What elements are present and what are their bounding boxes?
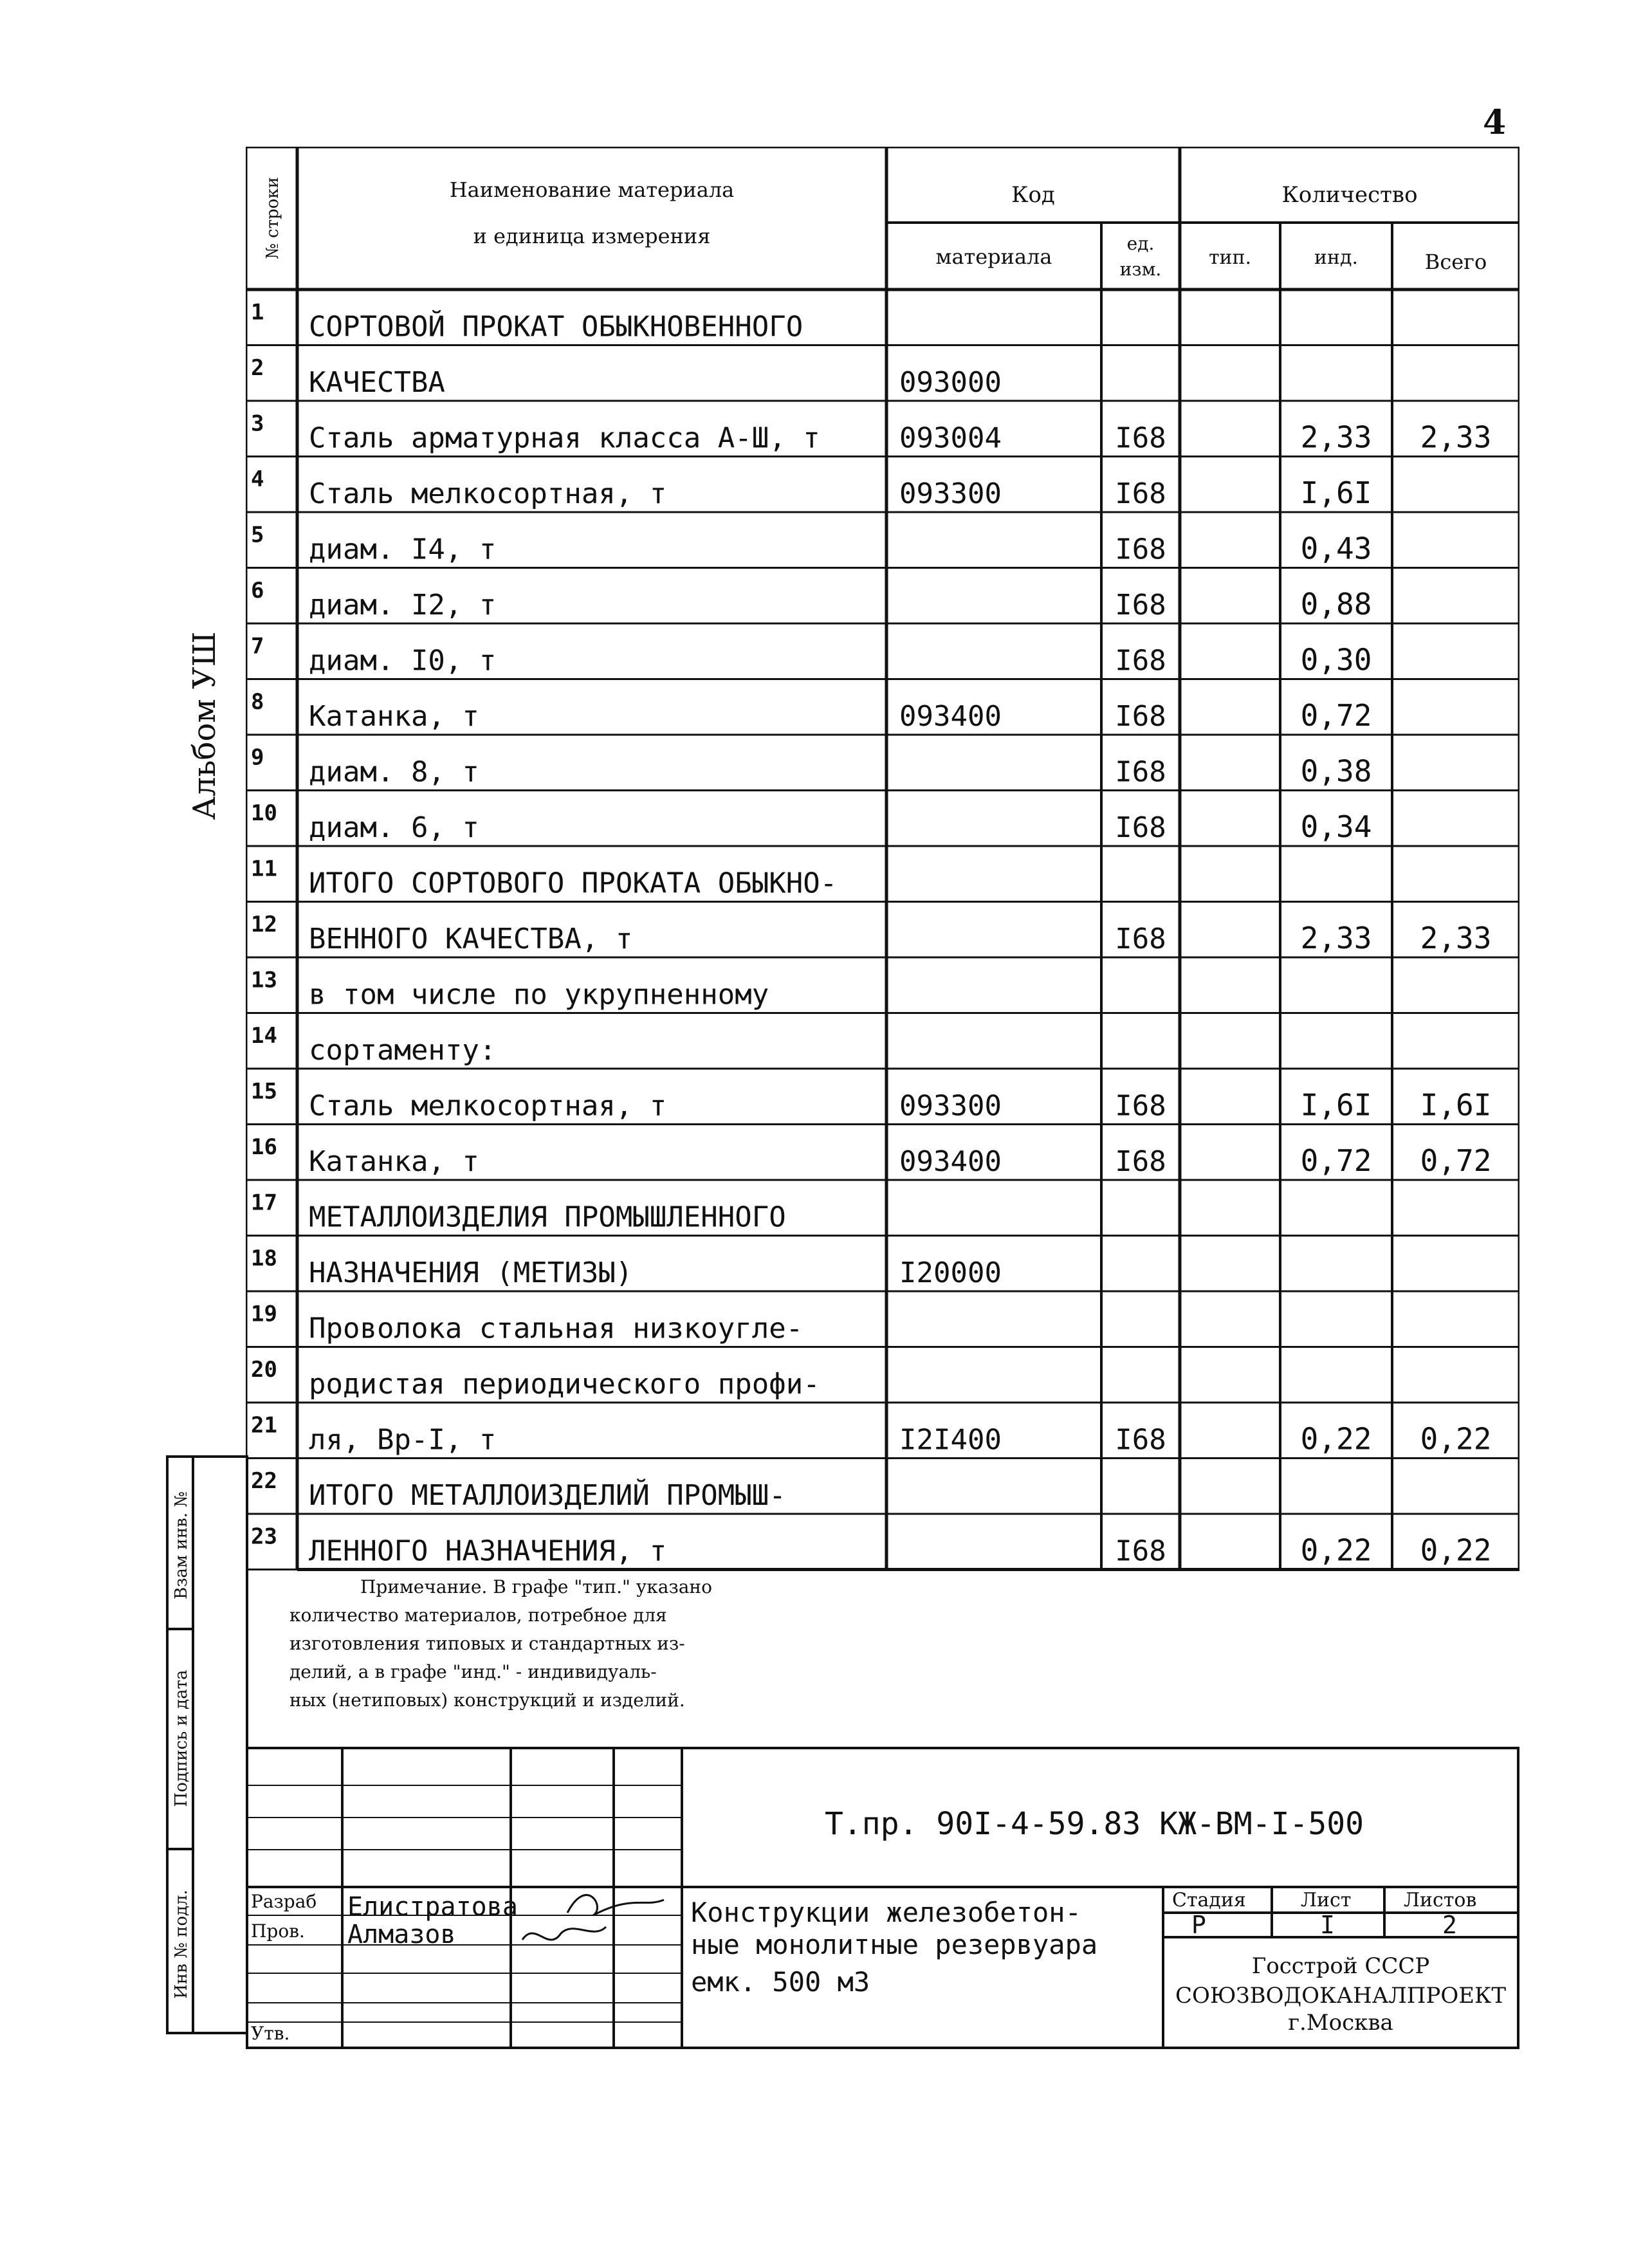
org-line: Госстрой СССР xyxy=(1251,1953,1430,1979)
side-stamp xyxy=(166,1455,250,2034)
row-name: ля, Вр-I, т xyxy=(309,1423,497,1457)
header-qty-total: Всего xyxy=(1424,250,1487,274)
row-number: 20 xyxy=(251,1357,277,1383)
row-name: НАЗНАЧЕНИЯ (МЕТИЗЫ) xyxy=(309,1256,633,1289)
row-number: 19 xyxy=(251,1301,277,1327)
row-ind: 0,43 xyxy=(1300,531,1372,566)
row-unit: I68 xyxy=(1115,1089,1166,1123)
header-code-unit: изм. xyxy=(1119,259,1162,280)
role-approved: Утв. xyxy=(251,2023,290,2044)
row-number: 2 xyxy=(251,355,264,381)
row-ind: 2,33 xyxy=(1300,419,1372,455)
row-unit: I68 xyxy=(1115,923,1166,955)
note xyxy=(289,1573,868,1715)
row-number: 22 xyxy=(251,1468,277,1494)
sheets-label: Листов xyxy=(1404,1889,1477,1911)
side-label-inv-replace: Взам инв. № xyxy=(172,1491,191,1599)
row-name: МЕТАЛЛОИЗДЕЛИЯ ПРОМЫШЛЕННОГО xyxy=(309,1201,786,1234)
row-name: сортаменту: xyxy=(309,1034,497,1067)
row-name: ИТОГО СОРТОВОГО ПРОКАТА ОБЫКНО- xyxy=(309,867,838,900)
row-total: 2,33 xyxy=(1420,419,1492,455)
row-number: 13 xyxy=(251,967,277,993)
title-line: Конструкции железобетон- xyxy=(691,1897,1081,1928)
row-number: 11 xyxy=(251,856,277,882)
row-unit: I68 xyxy=(1115,1423,1166,1457)
row-number: 17 xyxy=(251,1190,277,1216)
row-name: ИТОГО МЕТАЛЛОИЗДЕЛИЙ ПРОМЫШ- xyxy=(309,1479,786,1512)
row-number: 8 xyxy=(251,689,264,715)
designation: Т.пр. 90I-4-59.83 КЖ-ВМ-I-500 xyxy=(825,1806,1364,1842)
row-unit: I68 xyxy=(1115,421,1166,455)
row-code: 093400 xyxy=(899,700,1002,733)
row-number: 16 xyxy=(251,1134,277,1160)
row-ind: 2,33 xyxy=(1300,921,1372,955)
row-name: диам. 6, т xyxy=(309,811,479,844)
note-line: количество материалов, потребное для xyxy=(289,1605,667,1626)
row-unit: I68 xyxy=(1115,1534,1166,1568)
sheet-value: I xyxy=(1320,1911,1335,1939)
title-line: емк. 500 м3 xyxy=(691,1966,870,1998)
row-number: 21 xyxy=(251,1412,277,1439)
sheets-value: 2 xyxy=(1442,1911,1457,1939)
header-code: Код xyxy=(1011,182,1055,208)
note-line: изготовления типовых и стандартных из- xyxy=(289,1633,685,1654)
row-name: Сталь мелкосортная, т xyxy=(309,477,667,510)
row-total: 0,22 xyxy=(1420,1532,1492,1568)
row-name: ЛЕННОГО НАЗНАЧЕНИЯ, т xyxy=(309,1534,667,1568)
row-total: 0,72 xyxy=(1420,1143,1492,1178)
row-number: 4 xyxy=(251,466,264,492)
row-ind: 0,88 xyxy=(1300,587,1372,621)
row-unit: I68 xyxy=(1115,477,1166,510)
row-ind: 0,22 xyxy=(1300,1421,1372,1457)
name-developed: Елистратова xyxy=(347,1892,518,1922)
row-number: 14 xyxy=(251,1023,277,1049)
org-line: г.Москва xyxy=(1288,2010,1393,2036)
row-ind: 0,22 xyxy=(1300,1532,1372,1568)
page-number: 4 xyxy=(1483,103,1507,142)
org-line: СОЮЗВОДОКАНАЛПРОЕКТ xyxy=(1175,1983,1507,2009)
row-number: 5 xyxy=(251,522,264,548)
row-name: диам. I0, т xyxy=(309,644,497,677)
header-unit: и единица измерения xyxy=(473,224,711,248)
row-number: 10 xyxy=(251,800,277,826)
row-number: 15 xyxy=(251,1078,277,1105)
row-name: Проволока стальная низкоугле- xyxy=(309,1312,803,1345)
row-name: СОРТОВОЙ ПРОКАТ ОБЫКНОВЕННОГО xyxy=(309,310,803,344)
row-unit: I68 xyxy=(1115,1145,1166,1178)
row-unit: I68 xyxy=(1115,533,1166,566)
row-code: 093400 xyxy=(899,1145,1002,1178)
album-label: Альбом УШ xyxy=(187,631,223,820)
row-number: 1 xyxy=(251,299,264,326)
header-qty-typ: тип. xyxy=(1208,246,1252,269)
row-name: диам. I4, т xyxy=(309,533,497,566)
row-number: 9 xyxy=(251,744,264,771)
row-number: 18 xyxy=(251,1246,277,1271)
row-number: 23 xyxy=(251,1523,277,1550)
row-name: Катанка, т xyxy=(309,700,479,733)
row-ind: 0,72 xyxy=(1300,698,1372,733)
header-code-unit: ед. xyxy=(1126,233,1155,254)
name-checked: Алмазов xyxy=(347,1920,456,1949)
signature-developed xyxy=(567,1895,664,1915)
row-name: Катанка, т xyxy=(309,1145,479,1178)
row-unit: I68 xyxy=(1115,700,1166,733)
header-quantity: Количество xyxy=(1281,182,1418,208)
row-name: в том числе по укрупненному xyxy=(309,978,769,1011)
row-name: Сталь мелкосортная, т xyxy=(309,1089,667,1123)
row-ind: 0,38 xyxy=(1300,753,1372,789)
row-ind: 0,30 xyxy=(1300,642,1372,677)
stage-label: Стадия xyxy=(1172,1889,1246,1911)
row-number: 3 xyxy=(251,410,264,437)
header-qty-ind: инд. xyxy=(1314,246,1358,269)
row-ind: 0,72 xyxy=(1300,1143,1372,1178)
side-label-signature-date: Подпись и дата xyxy=(172,1670,191,1807)
header-name: Наименование материала xyxy=(449,178,735,202)
row-unit: I68 xyxy=(1115,755,1166,789)
role-checked: Пров. xyxy=(251,1920,305,1942)
row-code: 093004 xyxy=(899,421,1002,455)
row-ind: I,6I xyxy=(1300,1087,1372,1123)
row-name: диам. I2, т xyxy=(309,589,497,621)
row-name: Сталь арматурная класса А-Ш, т xyxy=(309,421,820,455)
row-unit: I68 xyxy=(1115,589,1166,621)
note-line: ных (нетиповых) конструкций и изделий. xyxy=(289,1689,685,1711)
row-name: родистая периодического профи- xyxy=(309,1368,820,1401)
signature-checked xyxy=(522,1927,606,1940)
note-line: Примечание. В графе "тип." указано xyxy=(360,1576,712,1597)
title-line: ные монолитные резервуара xyxy=(691,1929,1098,1960)
row-number: 7 xyxy=(251,633,264,659)
note-line: делий, а в графе "инд." - индивидуаль- xyxy=(289,1661,657,1682)
title-block xyxy=(246,1747,1519,2049)
row-ind: 0,34 xyxy=(1300,809,1372,844)
row-number: 6 xyxy=(251,578,264,603)
row-name: ВЕННОГО КАЧЕСТВА, т xyxy=(309,923,633,955)
row-unit: I68 xyxy=(1115,644,1166,677)
row-number: 12 xyxy=(251,912,277,937)
stage-value: Р xyxy=(1191,1911,1206,1939)
row-unit: I68 xyxy=(1115,811,1166,844)
row-code: 093300 xyxy=(899,1089,1002,1123)
role-developed: Разраб xyxy=(251,1891,317,1912)
row-code: I2I400 xyxy=(899,1423,1002,1457)
header-code-material: материала xyxy=(935,244,1052,269)
row-code: 093300 xyxy=(899,477,1002,510)
row-code: I20000 xyxy=(899,1256,1002,1289)
row-name: диам. 8, т xyxy=(309,755,479,789)
row-name: КАЧЕСТВА xyxy=(309,366,445,399)
spec-table xyxy=(246,147,1519,1574)
row-code: 093000 xyxy=(899,366,1002,399)
sheet-label: Лист xyxy=(1301,1889,1352,1911)
row-total: I,6I xyxy=(1420,1087,1492,1123)
row-total: 0,22 xyxy=(1420,1421,1492,1457)
header-row-number: № строки xyxy=(263,177,282,259)
row-total: 2,33 xyxy=(1420,921,1492,955)
side-label-inv-original: Инв № подл. xyxy=(172,1890,191,1999)
row-ind: I,6I xyxy=(1300,475,1372,510)
